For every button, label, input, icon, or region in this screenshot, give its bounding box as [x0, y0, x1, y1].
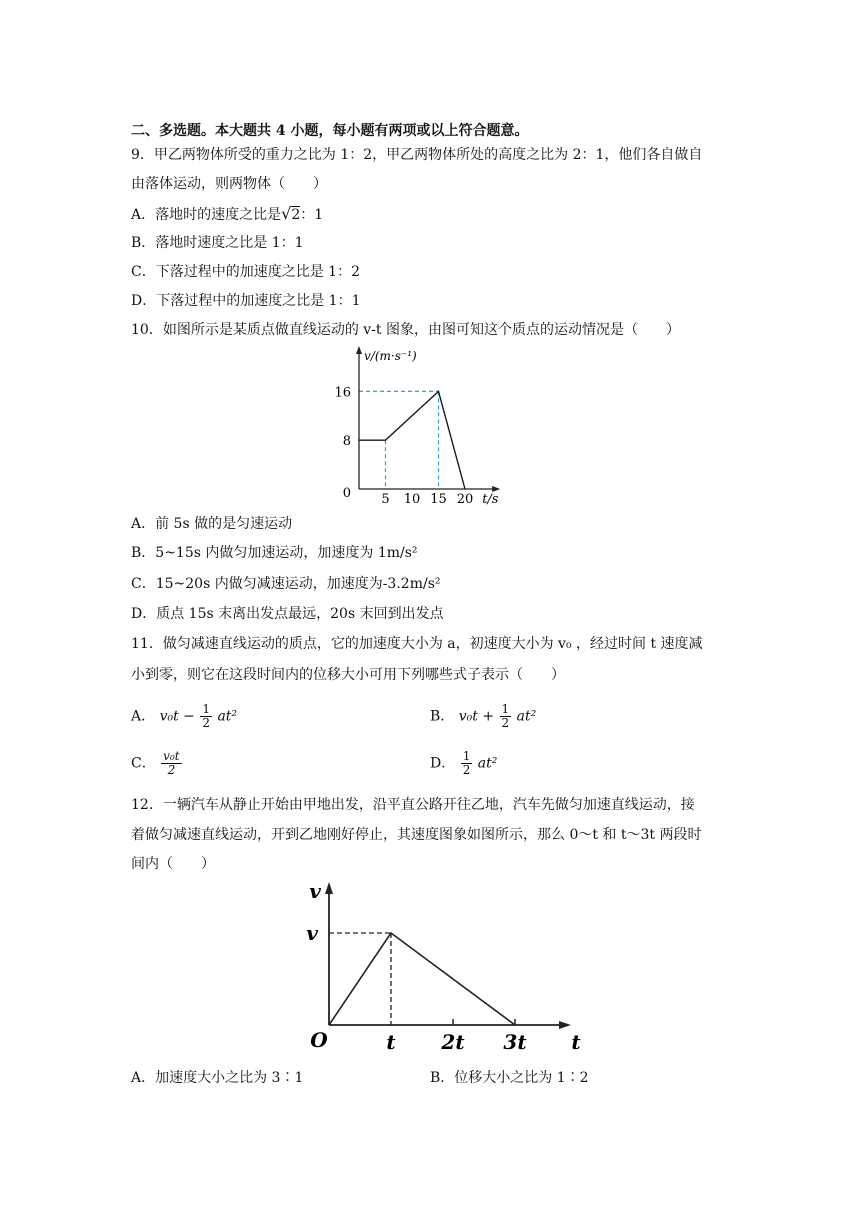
y-tick-label: v	[306, 921, 318, 945]
q10-stem: 10．如图所示是某质点做直线运动的 v-t 图象，由图可知这个质点的运动情况是（ ）	[131, 322, 680, 338]
x-tick-label: 10	[403, 492, 421, 507]
y-tick-label: 8	[342, 434, 351, 450]
v0t-over-2-fraction	[161, 750, 181, 777]
q11-option-b-expr-pre: v₀t +	[458, 708, 495, 725]
q9-option-b: B．落地时速度之比是 1：1	[131, 235, 304, 251]
q12-stem-line2: 着做匀减速直线运动，开到乙地刚好停止，其速度图象如图所示，那么 0～t 和 t～3t 两段时	[131, 827, 702, 843]
y-tick-label: 16	[334, 385, 351, 401]
q10-vt-graph	[335, 344, 535, 506]
q9-option-d: D．下落过程中的加速度之比是 1：1	[131, 293, 361, 309]
sqrt-symbol: √	[281, 204, 292, 223]
q9-option-c: C．下落过程中的加速度之比是 1：2	[131, 264, 360, 280]
x-axis-arrow	[559, 1021, 571, 1029]
fraction-denominator: 2	[202, 716, 210, 730]
q10-option-c: C．15~20s 内做匀减速运动，加速度为-3.2m/s²	[131, 576, 441, 592]
section-header: 二、多选题。本大题共 4 小题，每小题有两项或以上符合题意。	[131, 123, 529, 139]
half-fraction	[200, 703, 212, 730]
q9-option-a-suffix: ：1	[300, 207, 324, 223]
q11-option-d-expr-post: at²	[477, 755, 498, 772]
y-axis-arrow	[356, 346, 362, 354]
vt-point	[438, 391, 439, 392]
q12-stem-line3: 间内（ ）	[131, 856, 215, 872]
vt-point	[358, 440, 359, 441]
q9-option-a-text: A．落地时的速度之比是	[131, 207, 282, 223]
fraction-denominator: 2	[462, 763, 471, 777]
y-axis-arrow	[325, 882, 333, 894]
q11-option-b	[430, 703, 536, 730]
q12-option-a: A．加速度大小之比为 3∶1	[131, 1070, 304, 1086]
q11-option-a-label: A．	[131, 708, 156, 725]
q9-stem-line1: 9．甲乙两物体所受的重力之比为 1：2，甲乙两物体所处的高度之比为 2：1，他们各自做自	[131, 147, 703, 163]
y-axis-label: v/(m·s⁻¹)	[364, 349, 417, 363]
fraction-numerator: v₀t	[163, 749, 180, 763]
q9-option-a	[131, 204, 323, 225]
y-tick-label: 0	[342, 486, 351, 501]
vt-point	[464, 488, 465, 489]
q11-option-c	[131, 750, 183, 777]
q10-option-d: D．质点 15s 末离出发点最远，20s 末回到出发点	[131, 606, 444, 622]
fraction-numerator: 1	[202, 702, 210, 716]
fraction-numerator: 1	[462, 749, 471, 763]
q9-stem-line2: 由落体运动，则两物体（ ）	[131, 176, 327, 192]
x-axis-label: t	[571, 1030, 581, 1054]
fraction-denominator: 2	[501, 716, 510, 730]
q11-option-a	[131, 703, 237, 730]
fraction-numerator: 1	[501, 702, 510, 716]
fraction-denominator: 2	[167, 763, 176, 777]
sqrt-radicand: 2	[291, 207, 301, 223]
x-tick-label: t	[386, 1030, 396, 1054]
q11-option-b-expr-post: at²	[516, 708, 537, 725]
x-tick-label: O	[310, 1028, 328, 1052]
x-tick-label: 2t	[441, 1030, 465, 1054]
q11-option-d	[430, 750, 497, 777]
q11-stem-line1: 11．做匀减速直线运动的质点，它的加速度大小为 a，初速度大小为 v₀ ，经过时间 t 速度减	[131, 636, 703, 652]
q11-option-c-label: C．	[131, 755, 156, 772]
y-axis-label: v	[309, 879, 321, 903]
q12-vt-graph	[295, 878, 581, 1056]
half-fraction	[500, 703, 512, 730]
vt-series-line	[359, 391, 465, 489]
q12-option-b: B．位移大小之比为 1∶2	[430, 1070, 589, 1086]
q10-option-b: B．5~15s 内做匀加速运动，加速度为 1m/s²	[131, 545, 418, 561]
x-axis-label: t/s	[482, 492, 499, 507]
vt-series-line	[329, 933, 515, 1025]
q11-option-a-expr-pre: v₀t −	[159, 708, 195, 725]
x-tick-label: 20	[456, 492, 474, 507]
x-tick-label: 5	[381, 492, 390, 507]
q11-option-d-label: D．	[430, 755, 456, 772]
half-fraction	[461, 750, 473, 777]
x-tick-label: 15	[430, 492, 447, 507]
x-tick-label: 3t	[503, 1030, 527, 1054]
q11-option-b-label: B．	[430, 708, 455, 725]
q12-stem-line1: 12．一辆汽车从静止开始由甲地出发，沿平直公路开往乙地，汽车先做匀加速直线运动，接	[131, 797, 695, 813]
vt-point	[385, 440, 386, 441]
q11-option-a-expr-post: at²	[217, 708, 238, 725]
q10-option-a: A．前 5s 做的是匀速运动	[131, 516, 293, 532]
q11-stem-line2: 小到零，则它在这段时间内的位移大小可用下列哪些式子表示（ ）	[131, 667, 565, 683]
